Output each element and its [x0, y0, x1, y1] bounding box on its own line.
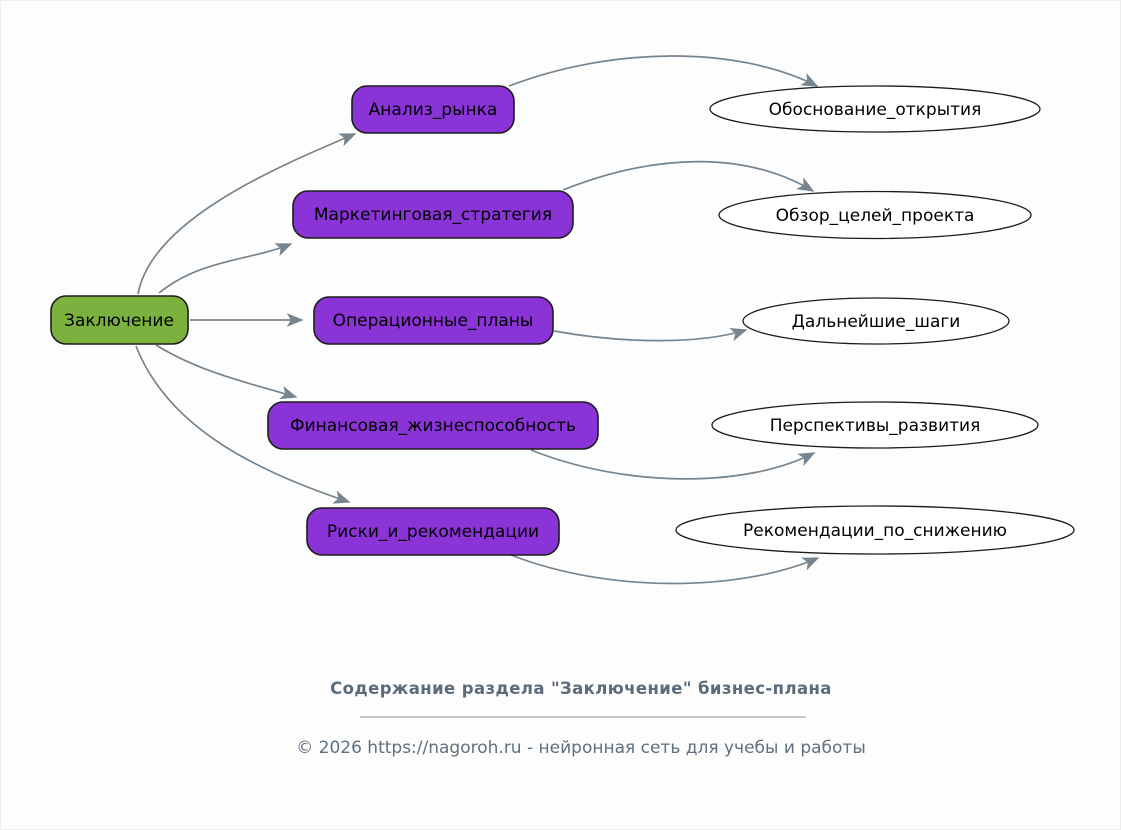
leaf-node-3	[743, 298, 1009, 344]
branch-node-1-label: Анализ_рынка	[368, 100, 498, 120]
leaf-node-2-label: Обзор_целей_проекта	[775, 206, 975, 226]
edge-branch-1-to-leaf-1	[509, 56, 817, 86]
footer-copyright: © 2026 https://nagoroh.ru - нейронная сеть для учебы и работы	[296, 738, 866, 758]
mindmap-svg	[1, 1, 1121, 830]
root-node-label: Заключение	[64, 311, 174, 331]
footer	[296, 679, 866, 758]
edge-root-to-branch-2	[159, 244, 291, 293]
edge-branch-2-to-leaf-2	[563, 162, 813, 191]
leaf-node-3-label: Дальнейшие_шаги	[791, 312, 961, 332]
branch-node-3	[314, 297, 553, 344]
branch-node-3-label: Операционные_планы	[332, 311, 534, 331]
leaf-node-4	[712, 402, 1038, 448]
branch-node-1	[352, 86, 514, 133]
leaf-node-5	[676, 506, 1074, 554]
leaf-node-2	[719, 192, 1031, 239]
leaf-node-1	[710, 86, 1040, 132]
edge-root-to-branch-4	[156, 345, 296, 397]
edge-branch-3-to-leaf-3	[554, 330, 746, 341]
leaf-node-5-label: Рекомендации_по_снижению	[743, 521, 1007, 541]
branch-node-2-label: Маркетинговая_стратегия	[313, 205, 553, 225]
footer-title: Содержание раздела "Заключение" бизнес-плана	[330, 679, 832, 698]
branch-node-2	[293, 191, 573, 238]
leaf-node-4-label: Перспективы_развития	[769, 416, 981, 436]
edge-branch-4-to-leaf-4	[531, 450, 814, 479]
edge-branch-5-to-leaf-5	[511, 555, 818, 584]
branch-node-5	[307, 508, 559, 555]
root-node	[51, 296, 188, 344]
branch-node-4-label: Финансовая_жизнеспособность	[289, 416, 577, 436]
branch-node-4	[268, 402, 598, 449]
leaf-node-1-label: Обоснование_открытия	[768, 100, 982, 120]
branch-node-5-label: Риски_и_рекомендации	[326, 522, 540, 542]
